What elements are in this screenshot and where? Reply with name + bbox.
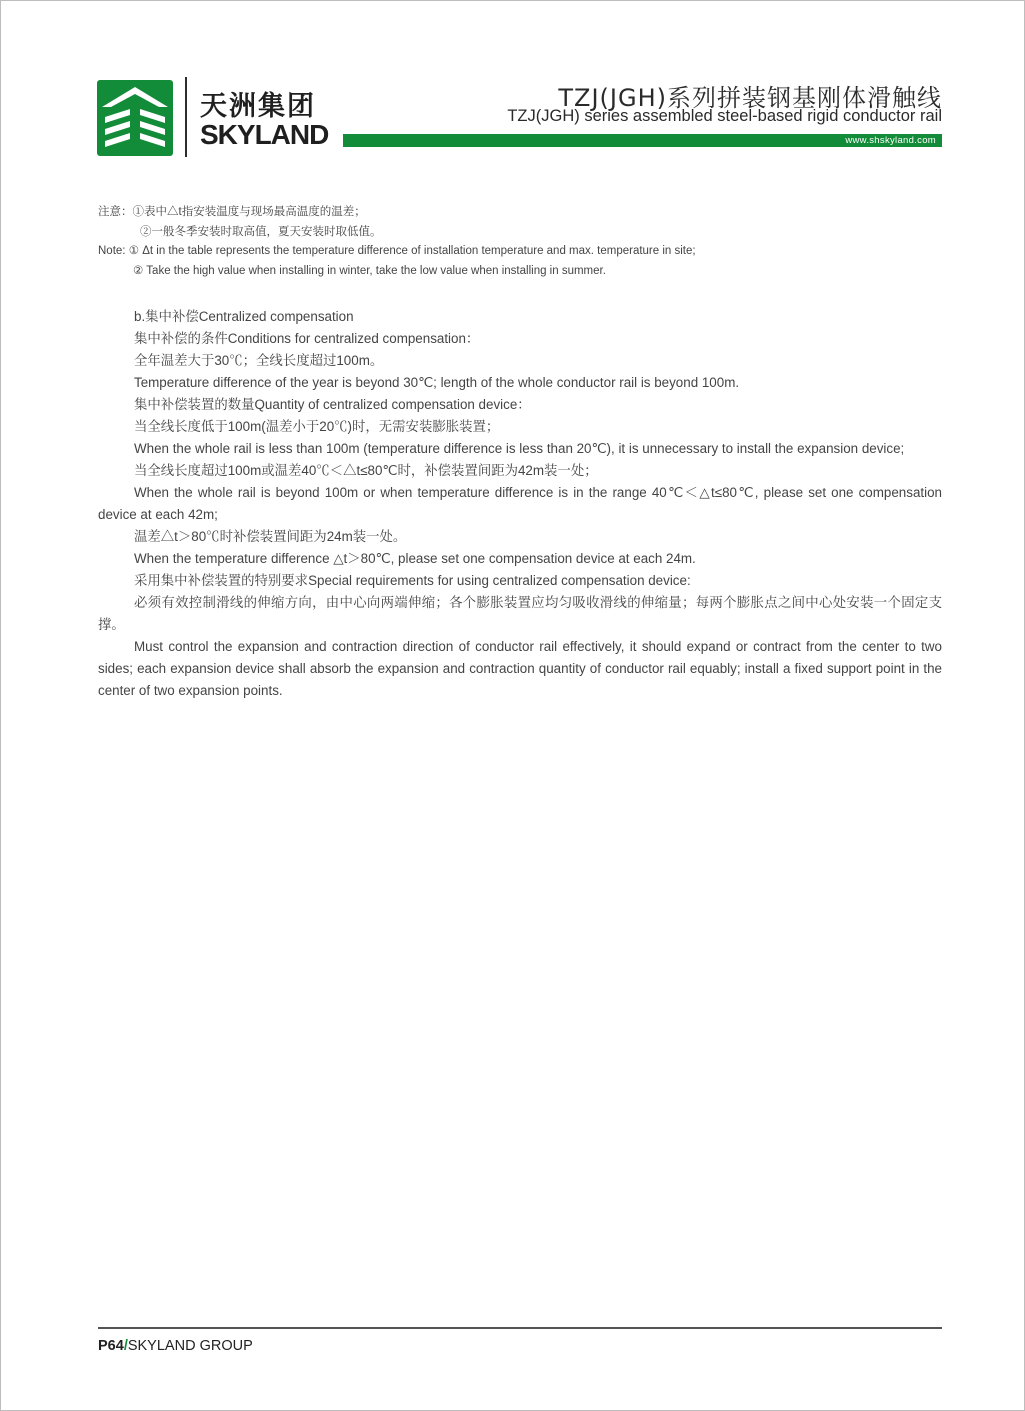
paragraph: When the whole rail is less than 100m (temperature difference is less than 20℃), it is unnecessary to install the expansion device; — [134, 441, 905, 456]
skyland-logo-icon — [97, 80, 173, 156]
note-en-1: ① Δt in the table represents the temperature difference of installation temperature and max. temperature in site; — [128, 245, 696, 257]
header-title-en: TZJ(JGH) series assembled steel-based rigid conductor rail — [507, 107, 942, 125]
header-url[interactable]: www.shskyland.com — [845, 135, 936, 146]
footer-separator: / — [123, 1338, 128, 1354]
paragraph: 采用集中补偿装置的特别要求Special requirements for using centralized compensation device: — [134, 573, 691, 588]
header-title-cn: TZJ(JGH)系列拼装钢基刚体滑触线 — [558, 84, 942, 112]
paragraph: 当全线长度低于100m(温差小于20℃)时，无需安装膨胀装置； — [134, 419, 500, 434]
note-en-2: ② Take the high value when installing in winter, take the low value when installing in summer. — [133, 265, 606, 277]
header-bar — [343, 134, 942, 147]
section-heading: b.集中补偿Centralized compensation — [134, 309, 354, 324]
paragraph: 全年温差大于30℃；全线长度超过100m。 — [134, 353, 384, 368]
note-en-label: Note: — [98, 245, 126, 257]
paragraph: 温差△t＞80℃时补偿装置间距为24m装一处。 — [134, 529, 407, 544]
note-cn-label: 注意： — [98, 206, 133, 218]
footer-company: SKYLAND GROUP — [127, 1338, 253, 1354]
note-en-line-1 — [98, 243, 696, 257]
paragraph: 当全线长度超过100m或温差40℃＜△t≤80℃时，补偿装置间距为42m装一处； — [134, 463, 598, 478]
paragraph: Must control the expansion and contraction direction of conductor rail effectively, it should expand or contract from the center to two sides; each expansion device shall absorb the expansion and contraction quantity of conductor rail equably; install a fixed support point in the center of two expansion points. — [98, 639, 942, 698]
note-cn-2: ②一般冬季安装时取高值，夏天安装时取低值。 — [140, 226, 382, 238]
footer-rule — [98, 1327, 942, 1329]
paragraph: When the temperature difference △t＞80℃, please set one compensation device at each 24m. — [134, 551, 696, 566]
paragraph: 必须有效控制滑线的伸缩方向，由中心向两端伸缩；各个膨胀装置应均匀吸收滑线的伸缩量；每两个膨胀点之间中心处安装一个固定支撑。 — [98, 595, 942, 632]
paragraph: When the whole rail is beyond 100m or when temperature difference is in the range 40℃＜△t≤80℃, please set one compensation device at each 42m; — [98, 485, 942, 522]
brand-name-en: SKYLAND — [200, 119, 329, 150]
footer — [98, 1338, 253, 1354]
note-cn-line-1 — [98, 203, 366, 219]
content-section — [98, 306, 942, 702]
paragraph: Temperature difference of the year is beyond 30℃; length of the whole conductor rail is beyond 100m. — [134, 375, 740, 390]
paragraph: 集中补偿装置的数量Quantity of centralized compensation device： — [134, 397, 531, 412]
paragraph: 集中补偿的条件Conditions for centralized compensation： — [134, 331, 480, 346]
note-cn-1: ①表中△t指安装温度与现场最高温度的温差； — [132, 206, 366, 218]
logo-divider — [185, 77, 187, 157]
page-number: P64 — [98, 1338, 124, 1354]
brand-name-cn: 天洲集团 — [200, 91, 316, 122]
